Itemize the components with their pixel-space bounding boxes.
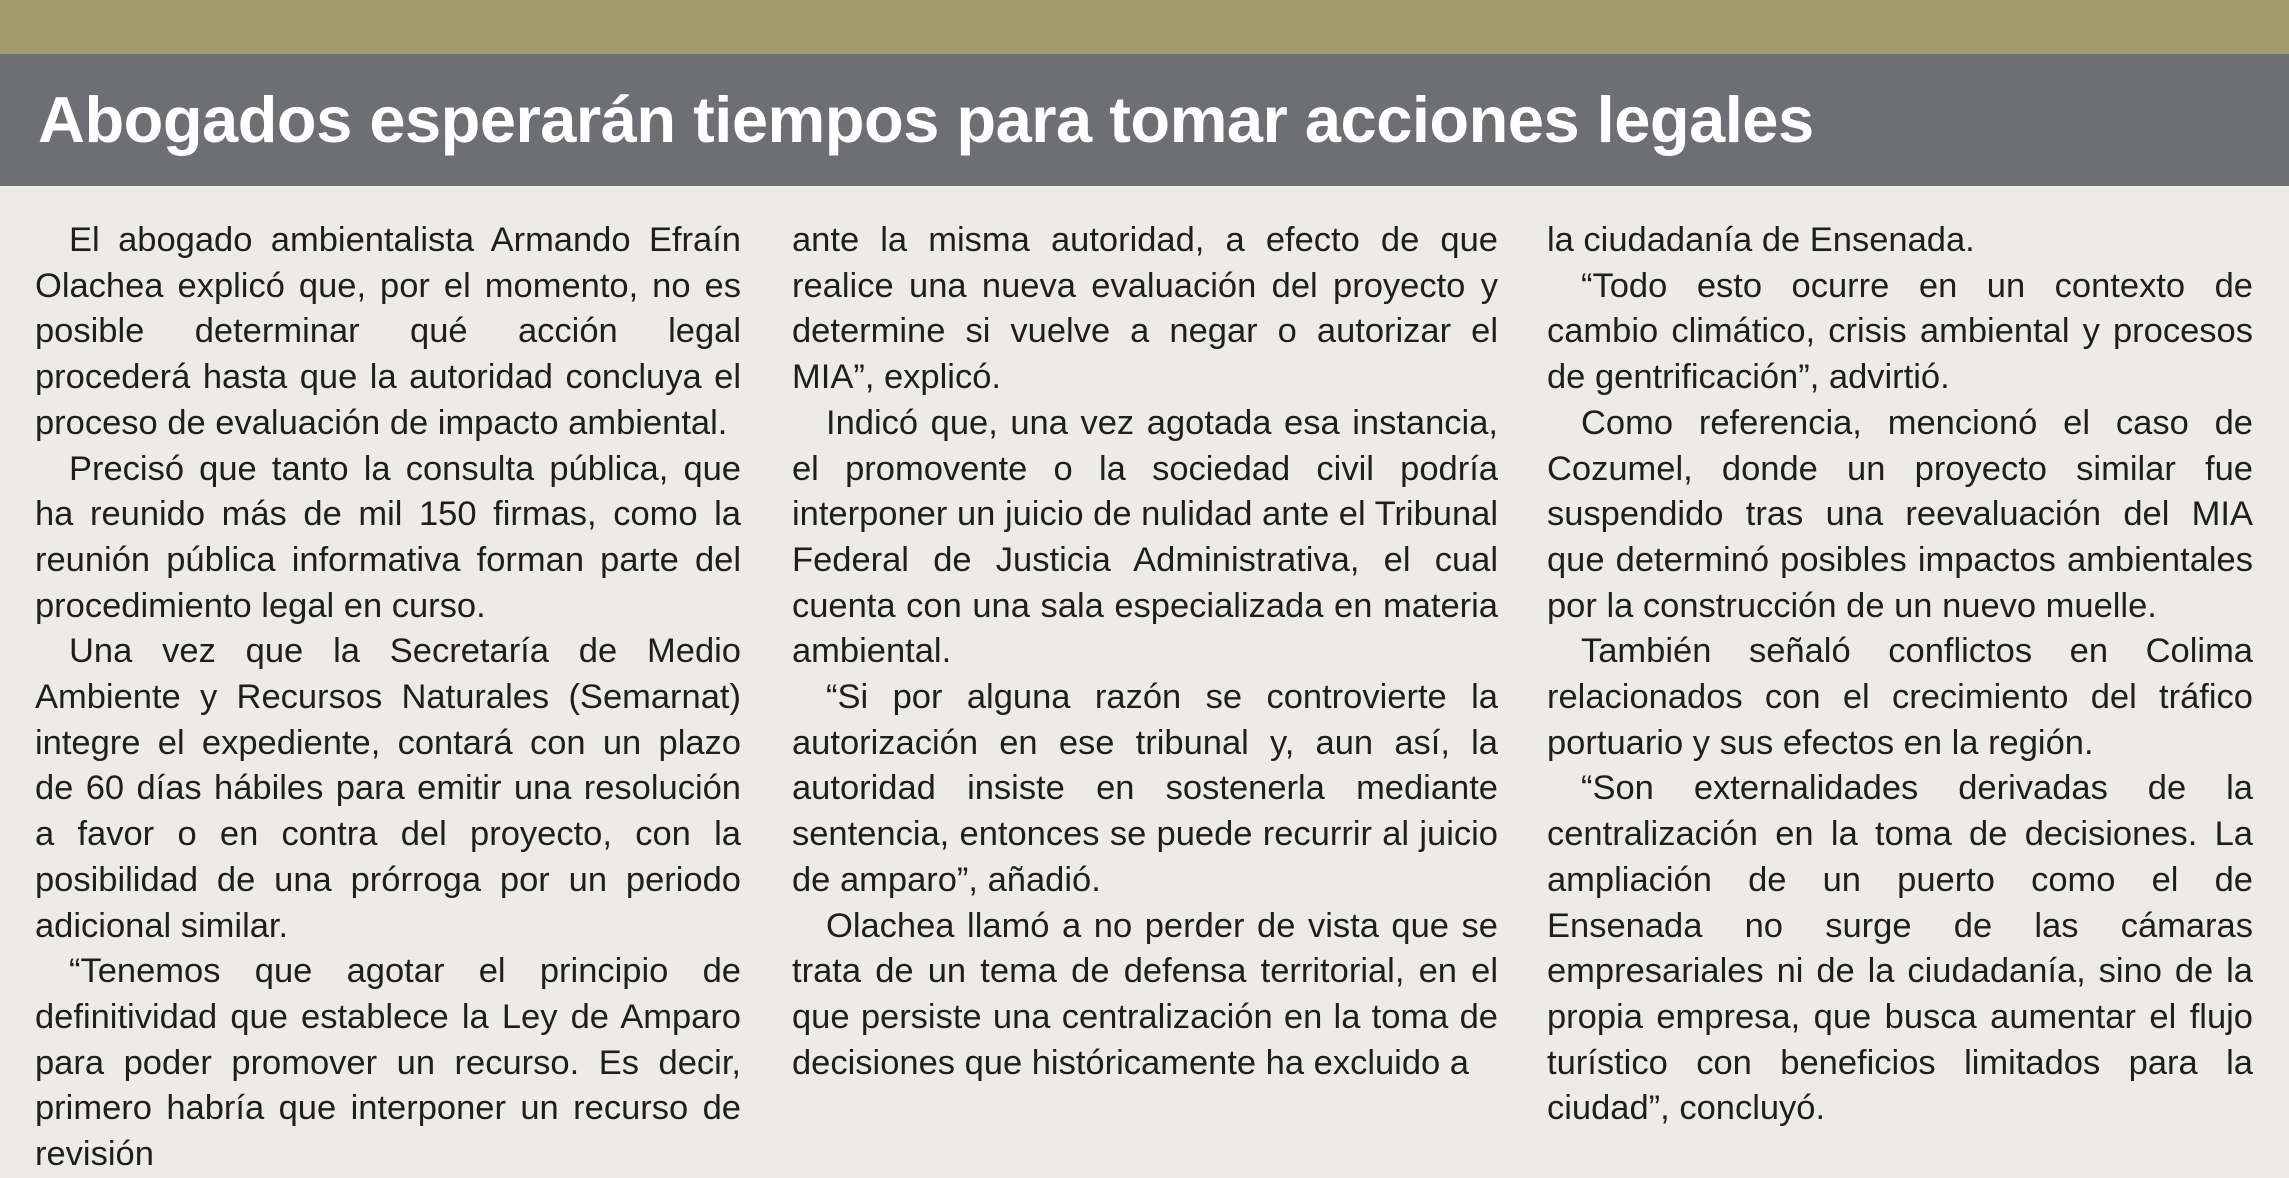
paragraph: Precisó que tanto la consulta pública, que ha reunido más de mil 150 firmas, como la reunión pública informativa forman parte del procedimiento legal en curso.	[35, 449, 741, 625]
paragraph: “Son externalidades derivadas de la centralización en la toma de decisiones. La ampliación de un puerto como el de Ensenada no surge de las cámaras empresariales ni de la ciudadanía, sino de la propia empresa, que busca aumentar el flujo turístico con beneficios limitados para la ciudad”, concluyó.	[1547, 769, 2253, 1128]
paragraph: El abogado ambientalista Armando Efraín Olachea explicó que, por el momento, no es posible determinar qué acción legal procederá hasta que la autoridad concluya el proceso de evaluación de impacto ambiental.	[35, 221, 741, 442]
paragraph: “Si por alguna razón se controvierte la autorización en ese tribunal y, aun así, la autoridad insiste en sostenerla mediante sentencia, entonces se puede recurrir al juicio de amparo”, añadió.	[792, 678, 1498, 899]
paragraph: Una vez que la Secretaría de Medio Ambiente y Recursos Naturales (Semarnat) integre el expediente, contará con un plazo de 60 días hábiles para emitir una resolución a favor o en contra del proyecto, con la posibilidad de una prórroga por un periodo adicional similar.	[35, 632, 741, 945]
paragraph-continued: ante la misma autoridad, a efecto de que realice una nueva evaluación del proyecto y determine si vuelve a negar o autorizar el MIA”, explicó.	[792, 221, 1498, 397]
paragraph: “Tenemos que agotar el principio de definitividad que establece la Ley de Amparo para poder promover un recurso. Es decir, primero habría que interponer un recurso de revisión	[35, 952, 741, 1174]
article-column-2	[792, 218, 1498, 1086]
paragraph: “Todo esto ocurre en un contexto de cambio climático, crisis ambiental y procesos de gentrificación”, advirtió.	[1547, 266, 2253, 397]
paragraph: Como referencia, mencionó el caso de Cozumel, donde un proyecto similar fue suspendido tras una reevaluación del MIA que determinó posibles impactos ambientales por la construcción de un nuevo muelle.	[1547, 403, 2253, 625]
paragraph: Indicó que, una vez agotada esa instancia, el promovente o la sociedad civil podría interponer un juicio de nulidad ante el Tribunal Federal de Justicia Administrativa, el cual cuenta con una sala especializada en materia ambiental.	[792, 403, 1498, 671]
article-headline: Abogados esperarán tiempos para tomar acciones legales	[38, 83, 1814, 156]
paragraph: Olachea llamó a no perder de vista que se trata de un tema de defensa territorial, en el que persiste una centralización en la toma de decisiones que históricamente ha excluido a	[792, 906, 1498, 1082]
article-column-1	[35, 218, 741, 1178]
top-accent-stripe	[0, 0, 2289, 54]
article-column-3	[1547, 218, 2253, 1132]
paragraph-continued: la ciudadanía de Ensenada.	[1547, 221, 1975, 259]
paragraph: También señaló conflictos en Colima relacionados con el crecimiento del tráfico portuario y sus efectos en la región.	[1547, 632, 2253, 762]
